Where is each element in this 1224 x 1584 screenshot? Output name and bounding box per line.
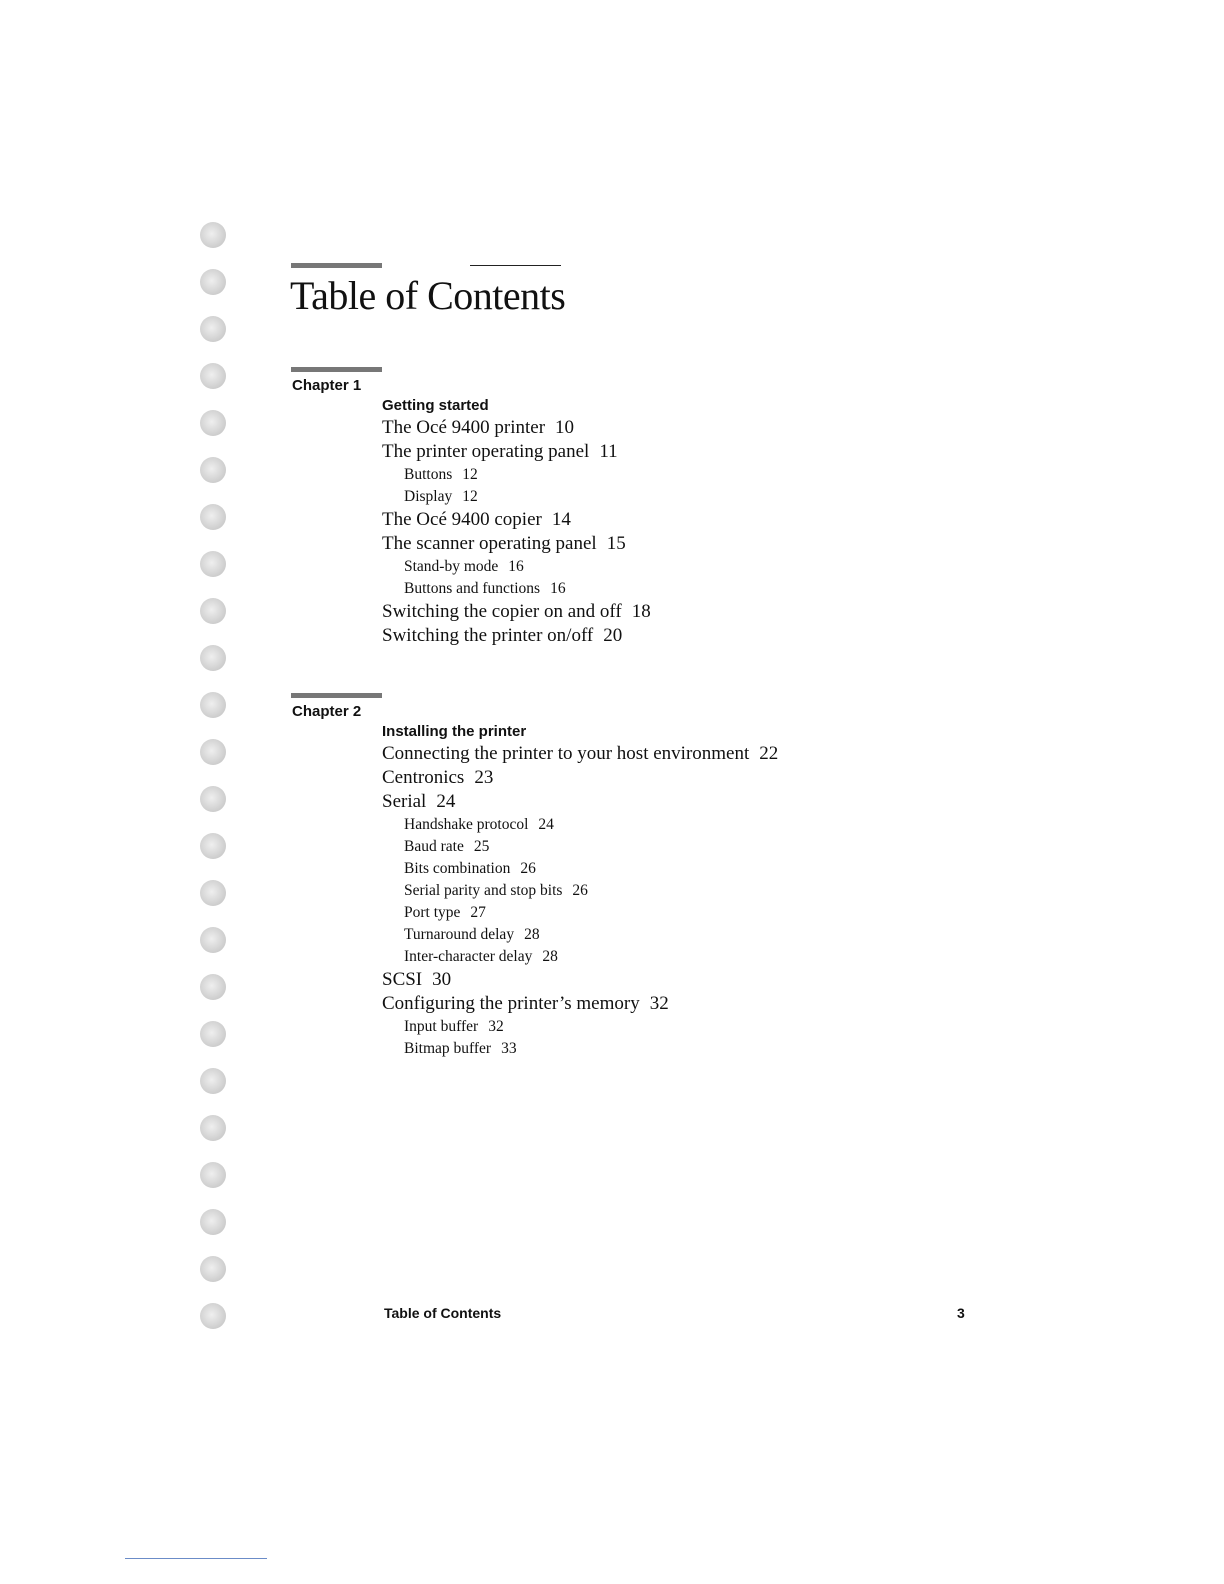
binder-hole-icon <box>200 363 226 389</box>
binder-hole-icon <box>200 504 226 530</box>
binder-hole-icon <box>200 269 226 295</box>
chapter-2-heading: Installing the printer <box>382 723 527 740</box>
toc-entry-page: 25 <box>473 838 490 855</box>
toc-entry <box>382 486 651 508</box>
chapter-1-entries <box>382 416 651 648</box>
bottom-edge-line <box>125 1558 267 1559</box>
binder-hole-icon <box>200 551 226 577</box>
toc-entry-page: 33 <box>501 1040 517 1057</box>
toc-entry <box>382 880 778 902</box>
toc-entry-page: 10 <box>555 417 575 438</box>
title-rule-thin <box>470 265 561 266</box>
binder-hole-icon <box>200 880 226 906</box>
toc-entry-text: Serial <box>382 791 427 812</box>
binder-hole-icon <box>200 645 226 671</box>
toc-entry-text: Turnaround delay <box>404 926 515 943</box>
toc-entry-text: Centronics <box>382 767 465 788</box>
toc-entry <box>382 600 651 624</box>
toc-entry-text: Input buffer <box>404 1018 479 1035</box>
binder-hole-icon <box>200 927 226 953</box>
toc-entry <box>382 416 651 440</box>
toc-entry-page: 18 <box>631 601 651 622</box>
toc-entry-page: 26 <box>572 882 588 899</box>
toc-entry-text: Configuring the printer’s memory <box>382 993 640 1014</box>
toc-entry-page: 11 <box>599 441 618 462</box>
toc-entry <box>382 1016 778 1038</box>
binder-hole-icon <box>200 1256 226 1282</box>
binder-hole-icon <box>200 222 226 248</box>
chapter-1-rule <box>291 367 382 372</box>
toc-entry <box>382 924 778 946</box>
binder-hole-icon <box>200 833 226 859</box>
toc-entry <box>382 1038 778 1060</box>
binder-hole-icon <box>200 410 226 436</box>
toc-entry <box>382 464 651 486</box>
chapter-2-rule <box>291 693 382 698</box>
binder-hole-icon <box>200 1209 226 1235</box>
toc-entry-page: 30 <box>432 969 452 990</box>
toc-entry-page: 14 <box>551 509 571 530</box>
toc-entry-page: 28 <box>542 948 558 965</box>
toc-entry-page: 12 <box>462 466 478 483</box>
toc-entry-page: 24 <box>538 816 554 833</box>
page-title: Table of Contents <box>290 273 566 318</box>
toc-entry-text: Buttons and functions <box>404 580 541 597</box>
binder-hole-icon <box>200 1068 226 1094</box>
toc-entry-text: SCSI <box>382 969 423 990</box>
binder-hole-icon <box>200 786 226 812</box>
toc-entry-text: Switching the printer on/off <box>382 625 594 646</box>
toc-entry-page: 16 <box>508 558 524 575</box>
toc-entry-text: Serial parity and stop bits <box>404 882 563 899</box>
toc-entry-page: 23 <box>474 767 494 788</box>
binder-hole-icon <box>200 316 226 342</box>
toc-entry-text: The Océ 9400 printer <box>382 417 546 438</box>
chapter-1-heading: Getting started <box>382 397 489 414</box>
toc-entry <box>382 440 651 464</box>
binder-hole-icon <box>200 692 226 718</box>
chapter-1-label: Chapter 1 <box>292 377 362 394</box>
toc-entry-text: Handshake protocol <box>404 816 529 833</box>
toc-entry-text: The scanner operating panel <box>382 533 597 554</box>
toc-entry <box>382 902 778 924</box>
toc-entry-text: Port type <box>404 904 461 921</box>
toc-entry-page: 20 <box>603 625 623 646</box>
toc-entry-page: 28 <box>524 926 540 943</box>
binder-hole-icon <box>200 1162 226 1188</box>
binder-hole-icon <box>200 739 226 765</box>
toc-entry <box>382 946 778 968</box>
toc-entry <box>382 858 778 880</box>
chapter-2-entries <box>382 742 778 1060</box>
toc-entry-page: 12 <box>462 488 478 505</box>
toc-entry-text: Switching the copier on and off <box>382 601 622 622</box>
binder-hole-icon <box>200 1021 226 1047</box>
footer-title: Table of Contents <box>384 1305 502 1321</box>
footer-page-number: 3 <box>957 1305 965 1321</box>
toc-entry-text: Connecting the printer to your host environment <box>382 743 750 764</box>
toc-entry-page: 32 <box>649 993 669 1014</box>
toc-entry-page: 32 <box>488 1018 504 1035</box>
binder-hole-icon <box>200 1303 226 1329</box>
toc-entry <box>382 836 778 858</box>
toc-entry <box>382 508 651 532</box>
toc-entry <box>382 766 778 790</box>
toc-entry-page: 26 <box>520 860 536 877</box>
toc-entry <box>382 968 778 992</box>
toc-entry <box>382 814 778 836</box>
toc-entry-page: 24 <box>436 791 456 812</box>
toc-entry-text: Bitmap buffer <box>404 1040 492 1057</box>
toc-entry-text: Buttons <box>404 466 453 483</box>
toc-entry-page: 27 <box>470 904 486 921</box>
toc-entry <box>382 624 651 648</box>
toc-entry <box>382 790 778 814</box>
binder-hole-icon <box>200 457 226 483</box>
toc-entry <box>382 556 651 578</box>
toc-entry-text: Stand-by mode <box>404 558 499 575</box>
toc-entry-text: The printer operating panel <box>382 441 590 462</box>
toc-entry <box>382 578 651 600</box>
toc-entry <box>382 532 651 556</box>
chapter-2-label: Chapter 2 <box>292 703 362 720</box>
toc-entry-text: Display <box>404 488 453 505</box>
toc-entry-text: Bits combination <box>404 860 511 877</box>
binder-hole-icon <box>200 974 226 1000</box>
title-rule-dark <box>291 263 382 268</box>
toc-entry-text: Inter-character delay <box>404 948 533 965</box>
binder-hole-icon <box>200 598 226 624</box>
binder-hole-icon <box>200 1115 226 1141</box>
toc-entry-text: The Océ 9400 copier <box>382 509 542 530</box>
toc-entry-text: Baud rate <box>404 838 464 855</box>
toc-entry-page: 15 <box>606 533 626 554</box>
toc-entry <box>382 992 778 1016</box>
toc-entry-page: 16 <box>550 580 566 597</box>
toc-entry <box>382 742 778 766</box>
toc-entry-page: 22 <box>759 743 779 764</box>
